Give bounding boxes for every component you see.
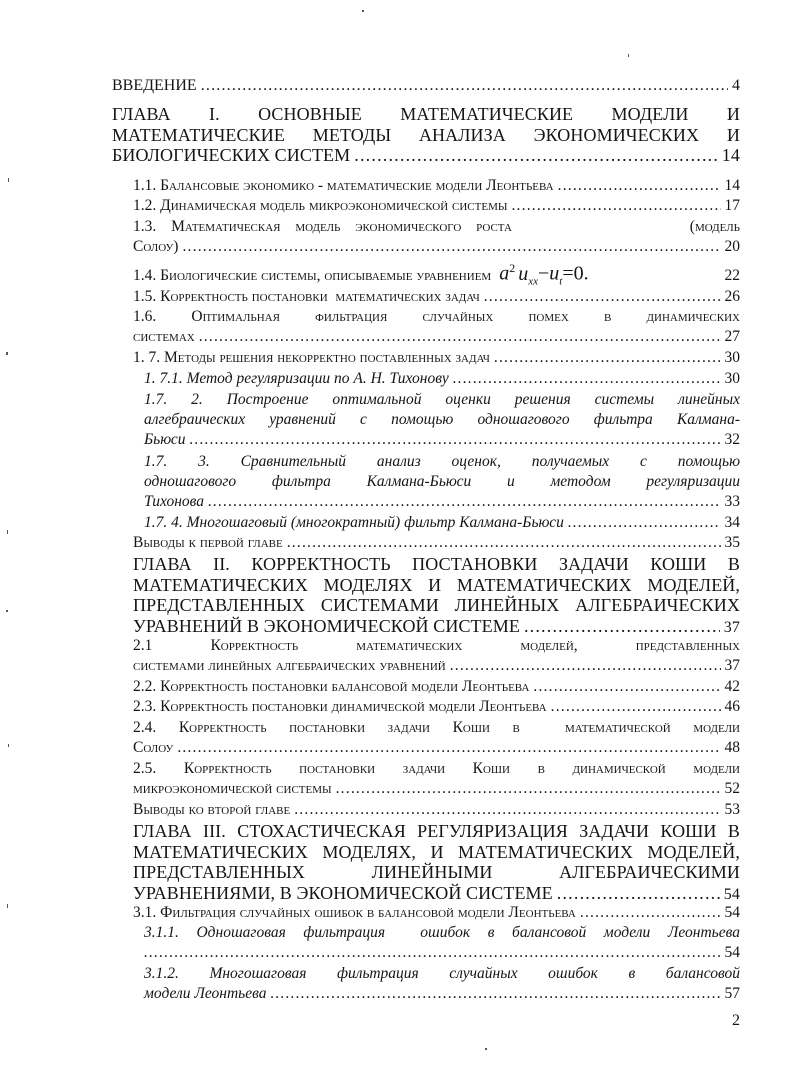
toc-entry-1-1[interactable] [133,176,740,196]
leader-dots [336,779,721,799]
toc-entry-title-line: системами линейных алгебраических уравнений [133,657,446,674]
toc-page-number: 54 [724,904,740,921]
toc-entry-title-line: ГЛАВА I. ОСНОВНЫЕ МАТЕМАТИЧЕСКИЕ МОДЕЛИ И [112,104,740,124]
toc-entry-title-line: Солоу) [133,238,179,255]
toc-entry-title-line: алгебраических уравнений с помощью одношагового фильтра Калмана- [144,411,740,428]
toc-entry-title-line: ГЛАВА III. СТОХАСТИЧЕСКАЯ РЕГУЛЯРИЗАЦИЯ ЗАДАЧИ КОШИ В [133,821,740,841]
toc-entry-title: 2.3. Корректность постановки динамической модели Леонтьева [133,698,547,715]
toc-entry-title: ВВЕДЕНИЕ [112,77,197,94]
toc-entry-title-line: одношагового фильтра Калмана-Бьюси и методом регуляризации [144,473,740,490]
toc-entry-3-1-2[interactable] [144,964,740,1004]
toc-entry-title-line: БИОЛОГИЧЕСКИХ СИСТЕМ [112,145,351,165]
toc-entry-title: 1.1. Балансовые экономико - математические модели Леонтьева [133,177,554,194]
toc-entry-title-line: ГЛАВА II. КОРРЕКТНОСТЬ ПОСТАНОВКИ ЗАДАЧИ КОШИ В [133,554,740,574]
scan-speck [8,178,9,182]
leader-dots [580,903,721,923]
toc-entry-title: 1.5. Корректность постановки математических задач [133,288,480,305]
toc-entry-1-7-3[interactable] [144,452,740,512]
scan-speck [8,744,9,747]
toc-entry-title-line: УРАВНЕНИЙ В ЭКОНОМИЧЕСКОЙ СИСТЕМЕ [133,615,520,636]
toc-page-number: 30 [724,370,740,387]
toc-entry-chapter-1[interactable] [112,104,740,166]
toc-page-number: 57 [724,985,740,1002]
leader-dots [199,327,721,347]
toc-entry-title-line: системах [133,328,195,345]
toc-entry-title-line: МАТЕМАТИЧЕСКИХ МОДЕЛЯХ, И МАТЕМАТИЧЕСКИХ МОДЕЛЕЙ, [133,841,740,862]
leader-dots [190,430,721,450]
toc-entry-title-line: 2.1 Корректность математических моделей, представленных [133,637,740,654]
toc-entry-1-7-4[interactable] [144,513,740,533]
toc-entry-title-line: 1.3. Математическая модель экономического роста (модель [133,218,740,235]
leader-dots [453,369,721,389]
toc-page-number: 14 [721,145,740,165]
toc-page-number: 54 [724,944,740,961]
toc-page-number: 27 [724,328,740,345]
toc-entry-title-line: ПРЕДСТАВЛЕННЫХ ЛИНЕЙНЫМИ АЛГЕБРАИЧЕСКИМИ [133,862,740,882]
toc-entry-title: 1.7. 4. Многошаговый (многократный) фильтр Калмана-Бьюси [144,514,564,531]
leader-dots [533,677,720,697]
toc-entry-title-line: МАТЕМАТИЧЕСКИЕ МЕТОДЫ АНАЛИЗА ЭКОНОМИЧЕСКИХ И [112,124,740,145]
toc-entry-title: Выводы ко второй главе [133,801,291,818]
toc-entry-2-4[interactable] [133,718,740,758]
toc-entry-2-1[interactable] [133,636,740,676]
toc-entry-1-2[interactable] [133,196,740,216]
toc-page-number: 42 [724,678,740,695]
toc-entry-title-line: микроэкономической системы [133,780,332,797]
leader-dots [144,943,721,963]
toc-page-number: 17 [724,197,740,214]
toc-page-number: 52 [724,780,740,797]
leader-dots [484,287,721,307]
toc-page-number: 33 [724,493,740,510]
toc-entry-2-5[interactable] [133,759,740,799]
leader-dots [511,196,720,216]
scan-speck [7,904,8,908]
toc-entry-title-line: УРАВНЕНИЯМИ, В ЭКОНОМИЧЕСКОЙ СИСТЕМЕ [133,882,553,903]
toc-page-number: 54 [723,885,740,903]
toc-entry-title-line: 2.4. Корректность постановки задачи Коши в математической модели [133,719,740,736]
toc-entry-title: 1. 7.1. Метод регуляризации по А. Н. Тихонову [144,370,449,387]
toc-entry-chapter-3[interactable] [133,821,740,905]
toc-page-number: 35 [724,534,740,551]
toc-entry-title: 3.1. Фильтрация случайных ошибок в балансовой модели Леонтьева [133,904,576,921]
leader-dots [450,656,721,676]
toc-page-number: 22 [724,266,740,284]
toc-entry-chapter-2[interactable] [133,554,740,638]
toc-page-number: 32 [724,431,740,448]
scan-speck [485,1048,487,1050]
toc-entry-1-7-1[interactable] [144,369,740,389]
toc-page-number: 20 [724,238,740,255]
toc-entry-title-line: модели Леонтьева [144,985,267,1002]
toc-entry-title-line: 3.1.1. Одношаговая фильтрация ошибок в балансовой модели Леонтьева [144,924,740,941]
toc-page-number: 37 [724,657,740,674]
toc-page-number: 34 [724,514,740,531]
toc-entry-title-line: Солоу [133,739,174,756]
toc-entry-3-1-1[interactable] [144,923,740,963]
toc-entry-title-line: 3.1.2. Многошаговая фильтрация случайных ошибок в балансовой [144,965,740,982]
toc-entry-1-6[interactable] [133,307,740,347]
toc-entry-title: Выводы к первой главе [133,534,283,551]
toc-entry-introduction[interactable] [112,76,740,96]
scan-speck [6,352,8,355]
leader-dots [270,984,720,1004]
leader-dots [287,533,721,553]
toc-page-number: 30 [724,349,740,366]
toc-entry-title: 1.2. Динамическая модель микроэкономической системы [133,197,508,214]
toc-page-number: 37 [723,618,740,636]
toc-entry-title-line: 2.5. Корректность постановки задачи Коши в динамической модели [133,760,740,777]
toc-page-number: 14 [724,177,740,194]
toc-entry-1-3[interactable] [133,217,740,257]
toc-entry-1-7-2[interactable] [144,390,740,450]
leader-dots [177,738,720,758]
leader-dots [201,76,728,96]
toc-page-number: 48 [724,739,740,756]
toc-page-number: 46 [724,698,740,715]
leader-dots [568,513,721,533]
scan-speck [362,10,364,12]
toc-page-number: 26 [724,288,740,305]
toc-entry-2-2[interactable] [133,677,740,697]
toc-page-number: 4 [732,77,740,94]
toc-entry-title-line: Бьюси [144,431,186,448]
toc-entry-title-line: 1.6. Оптимальная фильтрация случайных помех в динамических [133,308,740,325]
toc-entry-conclusions-1[interactable] [133,533,740,553]
toc-entry-title-line: 1.7. 2. Построение оптимальной оценки решения системы линейных [144,391,740,408]
toc-entry-3-1[interactable] [133,903,740,923]
leader-dots [551,697,721,717]
toc-entry-title-line: Тихонова [144,493,205,510]
toc-entry-title-line: 1.7. 3. Сравнительный анализ оценок, получаемых с помощью [144,453,740,470]
toc-entry-conclusions-2[interactable] [133,800,740,820]
toc-entry-title: 1. 7. Методы решения некорректно поставленных задач [133,349,490,366]
leader-dots [354,145,718,166]
leader-dots [494,348,721,368]
leader-dots [524,616,720,637]
leader-dots [558,176,721,196]
toc-entry-title-line: ПРЕДСТАВЛЕННЫХ СИСТЕМАМИ ЛИНЕЙНЫХ АЛГЕБРАИЧЕСКИХ [133,595,740,615]
leader-dots [294,800,720,820]
leader-dots [182,237,720,257]
toc-entry-1-7[interactable] [133,348,740,368]
leader-dots [557,883,720,904]
scan-speck [7,530,8,534]
toc-page-number: 53 [724,801,740,818]
toc-entry-title: 1.4. Биологические системы, описываемые уравнением [133,266,492,284]
toc-entry-1-5[interactable] [133,287,740,307]
leader-dots [208,492,720,512]
toc-entry-2-3[interactable] [133,697,740,717]
equation: $a^2$ $u_{xx}-u_t=0$. [499,261,589,288]
scan-speck [628,54,629,57]
toc-entry-title: 2.2. Корректность постановки балансовой модели Леонтьева [133,678,530,695]
page-number: 2 [732,1012,740,1029]
toc-entry-title-line: МАТЕМАТИЧЕСКИХ МОДЕЛЯХ И МАТЕМАТИЧЕСКИХ МОДЕЛЕЙ, [133,574,740,595]
scan-speck [6,610,8,612]
